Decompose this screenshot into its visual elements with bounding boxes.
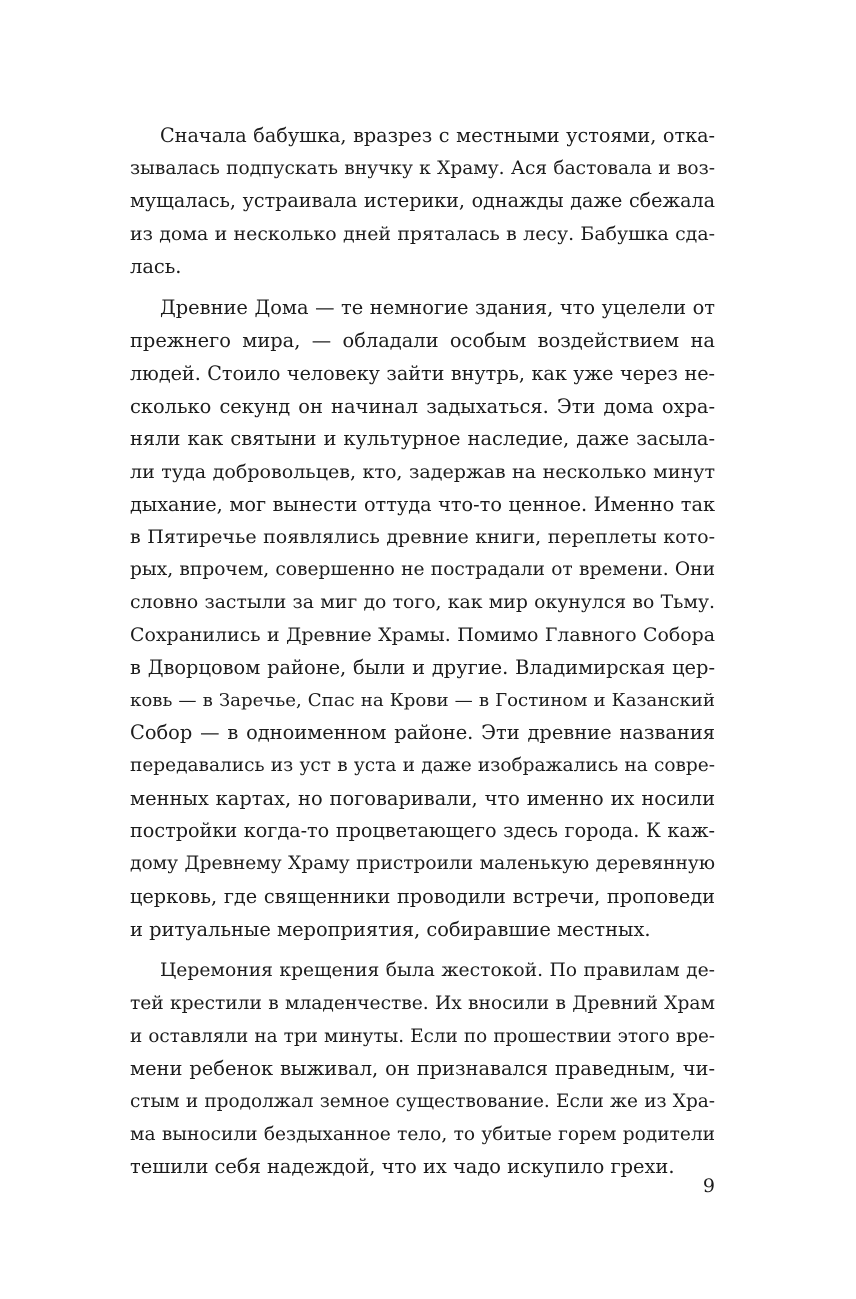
text-line: мущалась, устраивала истерики, однажды даже сбежала xyxy=(130,189,715,213)
text-line: рых, впрочем, совершенно не пострадали от времени. Они xyxy=(130,558,715,580)
text-line: ковь — в Заречье, Спас на Крови — в Гостином и Казанский xyxy=(130,689,715,711)
text-line: сколько секунд он начинал задыхаться. Эти дома охра- xyxy=(130,394,715,418)
text-line: и ритуальные мероприятия, собиравшие местных. xyxy=(130,917,651,941)
text-line: няли как святыни и культурное наследие, даже засыла- xyxy=(130,427,715,451)
text-line: постройки когда-то процветающего здесь города. К каж- xyxy=(130,819,715,843)
text-line: и оставляли на три минуты. Если по прошествии этого вре- xyxy=(130,1025,715,1047)
text-line: дыхание, мог вынести оттуда что-то ценное. Именно так xyxy=(130,492,715,516)
page-number: 9 xyxy=(702,1175,715,1197)
text-line: в Пятиречье появлялись древние книги, переплеты кото- xyxy=(130,526,715,549)
text-line: людей. Стоило человеку зайти внутрь, как уже через не- xyxy=(130,361,715,385)
text-line: менных картах, но поговаривали, что именно их носили xyxy=(130,786,715,810)
text-line: передавались из уст в уста и даже изображались на совре- xyxy=(130,755,715,777)
text-line: ма выносили бездыханное тело, то убитые горем родители xyxy=(130,1123,715,1145)
text-line: Церемония крещения была жестокой. По правилам де- xyxy=(160,960,715,982)
text-line: тей крестили в младенчестве. Их вносили в Древний Храм xyxy=(130,992,715,1014)
text-line: Древние Дома — те немногие здания, что уцелели от xyxy=(160,296,715,320)
text-line: прежнего мира, — обладали особым воздействием на xyxy=(130,329,715,353)
page-body xyxy=(130,120,715,1193)
text-line: Собор — в одноименном районе. Эти древние названия xyxy=(130,721,715,745)
paragraph-1 xyxy=(130,120,715,283)
text-line: словно застыли за миг до того, как мир окунулся во Тьму. xyxy=(130,591,715,613)
text-line: лась. xyxy=(130,254,182,278)
text-line: зывалась подпускать внучку к Храму. Ася бастовала и воз- xyxy=(130,157,715,179)
text-line: тешили себя надеждой, что их чадо искупило грехи. xyxy=(130,1155,675,1179)
text-line: церковь, где священники проводили встречи, проповеди xyxy=(130,884,715,908)
text-line: стым и продолжал земное существование. Если же из Хра- xyxy=(130,1090,715,1112)
text-line: из дома и несколько дней пряталась в лесу. Бабушка сда- xyxy=(130,223,715,246)
text-line: Сохранились и Древние Храмы. Помимо Главного Собора xyxy=(130,624,715,647)
text-line: дому Древнему Храму пристроили маленькую деревянную xyxy=(130,853,715,875)
text-line: в Дворцовом районе, были и другие. Владимирская цер- xyxy=(130,656,715,679)
paragraph-2 xyxy=(130,292,715,946)
text-line: Сначала бабушка, вразрез с местными устоями, отка- xyxy=(160,124,715,147)
text-line: мени ребенок выживал, он признавался праведным, чи- xyxy=(130,1057,715,1081)
paragraph-3 xyxy=(130,955,715,1184)
text-line: ли туда добровольцев, кто, задержав на несколько минут xyxy=(130,460,715,483)
